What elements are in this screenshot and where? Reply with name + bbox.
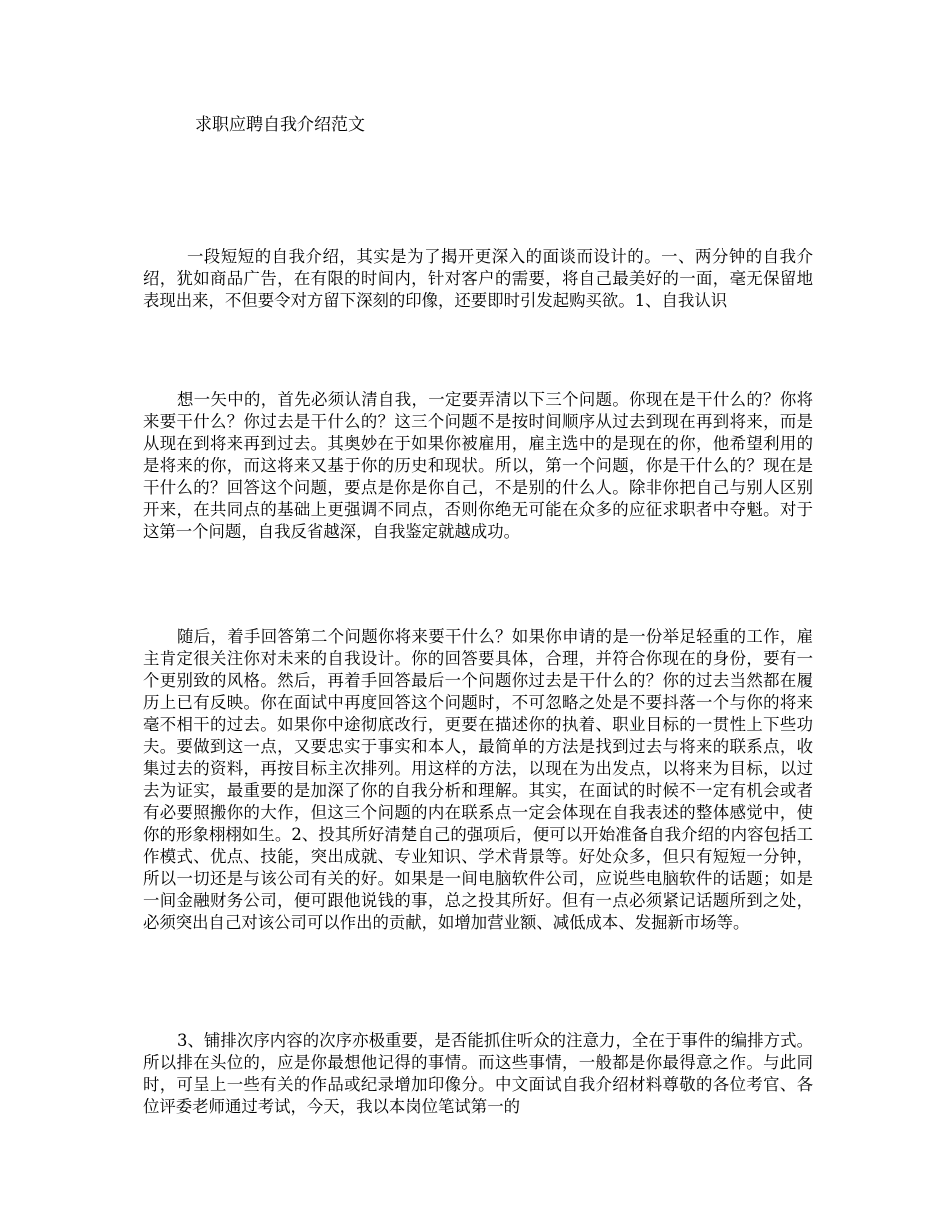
paragraph-intro: 一段短短的自我介绍，其实是为了揭开更深入的面谈而设计的。一、两分钟的自我介绍，犹如商品广告，在有限的时间内，针对客户的需要，将自己最美好的一面，毫无保留地表现出来，不但要令对方留下深刻的印像，还要即时引发起购买欲。1、自我认识 — [143, 247, 813, 310]
paragraph-future-and-past: 随后，着手回答第二个问题你将来要干什么？如果你申请的是一份举足轻重的工作，雇主肯定很关注你对未来的自我设计。你的回答要具体，合理，并符合你现在的身份，要有一个更别致的风格。然后，再着手回答最后一个问题你过去是干什么的？你的过去当然都在履历上已有反映。你在面试中再度回答这个问题时，不可忽略之处是不要抖落一个与你的将来毫不相干的过去。如果你中途彻底改行，更要在描述你的执着、职业目标的一贯性上下些功夫。要做到这一点，又要忠实于事实和本人，最简单的方法是找到过去与将来的联系点，收集过去的资料，再按目标主次排列。用这样的方法，以现在为出发点，以将来为目标，以过去为证实，最重要的是加深了你的自我分析和理解。其实，在面试的时候不一定有机会或者有必要照搬你的大作，但这三个问题的内在联系点一定会体现在自我表述的整体感觉中，使你的形象栩栩如生。2、投其所好清楚自己的强项后，便可以开始准备自我介绍的内容包括工作模式、优点、技能，突出成就、专业知识、学术背景等。好处众多，但只有短短一分钟，所以一切还是与该公司有关的好。如果是一间电脑软件公司，应说些电脑软件的话题；如是一间金融财务公司，便可跟他说钱的事，总之投其所好。但有一点必须紧记话题所到之处，必须突出自己对该公司可以作出的贡献，如增加营业额、减低成本、发掘新市场等。 — [143, 627, 813, 932]
document-title: 求职应聘自我介绍范文 — [195, 115, 365, 135]
paragraph-self-awareness: 想一矢中的，首先必须认清自我，一定要弄清以下三个问题。你现在是干什么的？你将来要干什么？你过去是干什么的？这三个问题不是按时间顺序从过去到现在再到将来，而是从现在到将来再到过去。其奥妙在于如果你被雇用，雇主选中的是现在的你，他希望利用的是将来的你，而这将来又基于你的历史和现状。所以，第一个问题，你是干什么的？现在是干什么的？回答这个问题，要点是你是你自己，不是别的什么人。除非你把自己与别人区别开来，在共同点的基础上更强调不同点，否则你绝无可能在众多的应征求职者中夺魁。对于这第一个问题，自我反省越深，自我鉴定就越成功。 — [143, 390, 813, 541]
paragraph-ordering: 3、铺排次序内容的次序亦极重要，是否能抓住听众的注意力，全在于事件的编排方式。所以排在头位的，应是你最想他记得的事情。而这些事情，一般都是你最得意之作。与此同时，可呈上一些有关的作品或纪录增加印像分。中文面试自我介绍材料尊敬的各位考官、各位评委老师通过考试，今天，我以本岗位笔试第一的 — [143, 1031, 813, 1116]
